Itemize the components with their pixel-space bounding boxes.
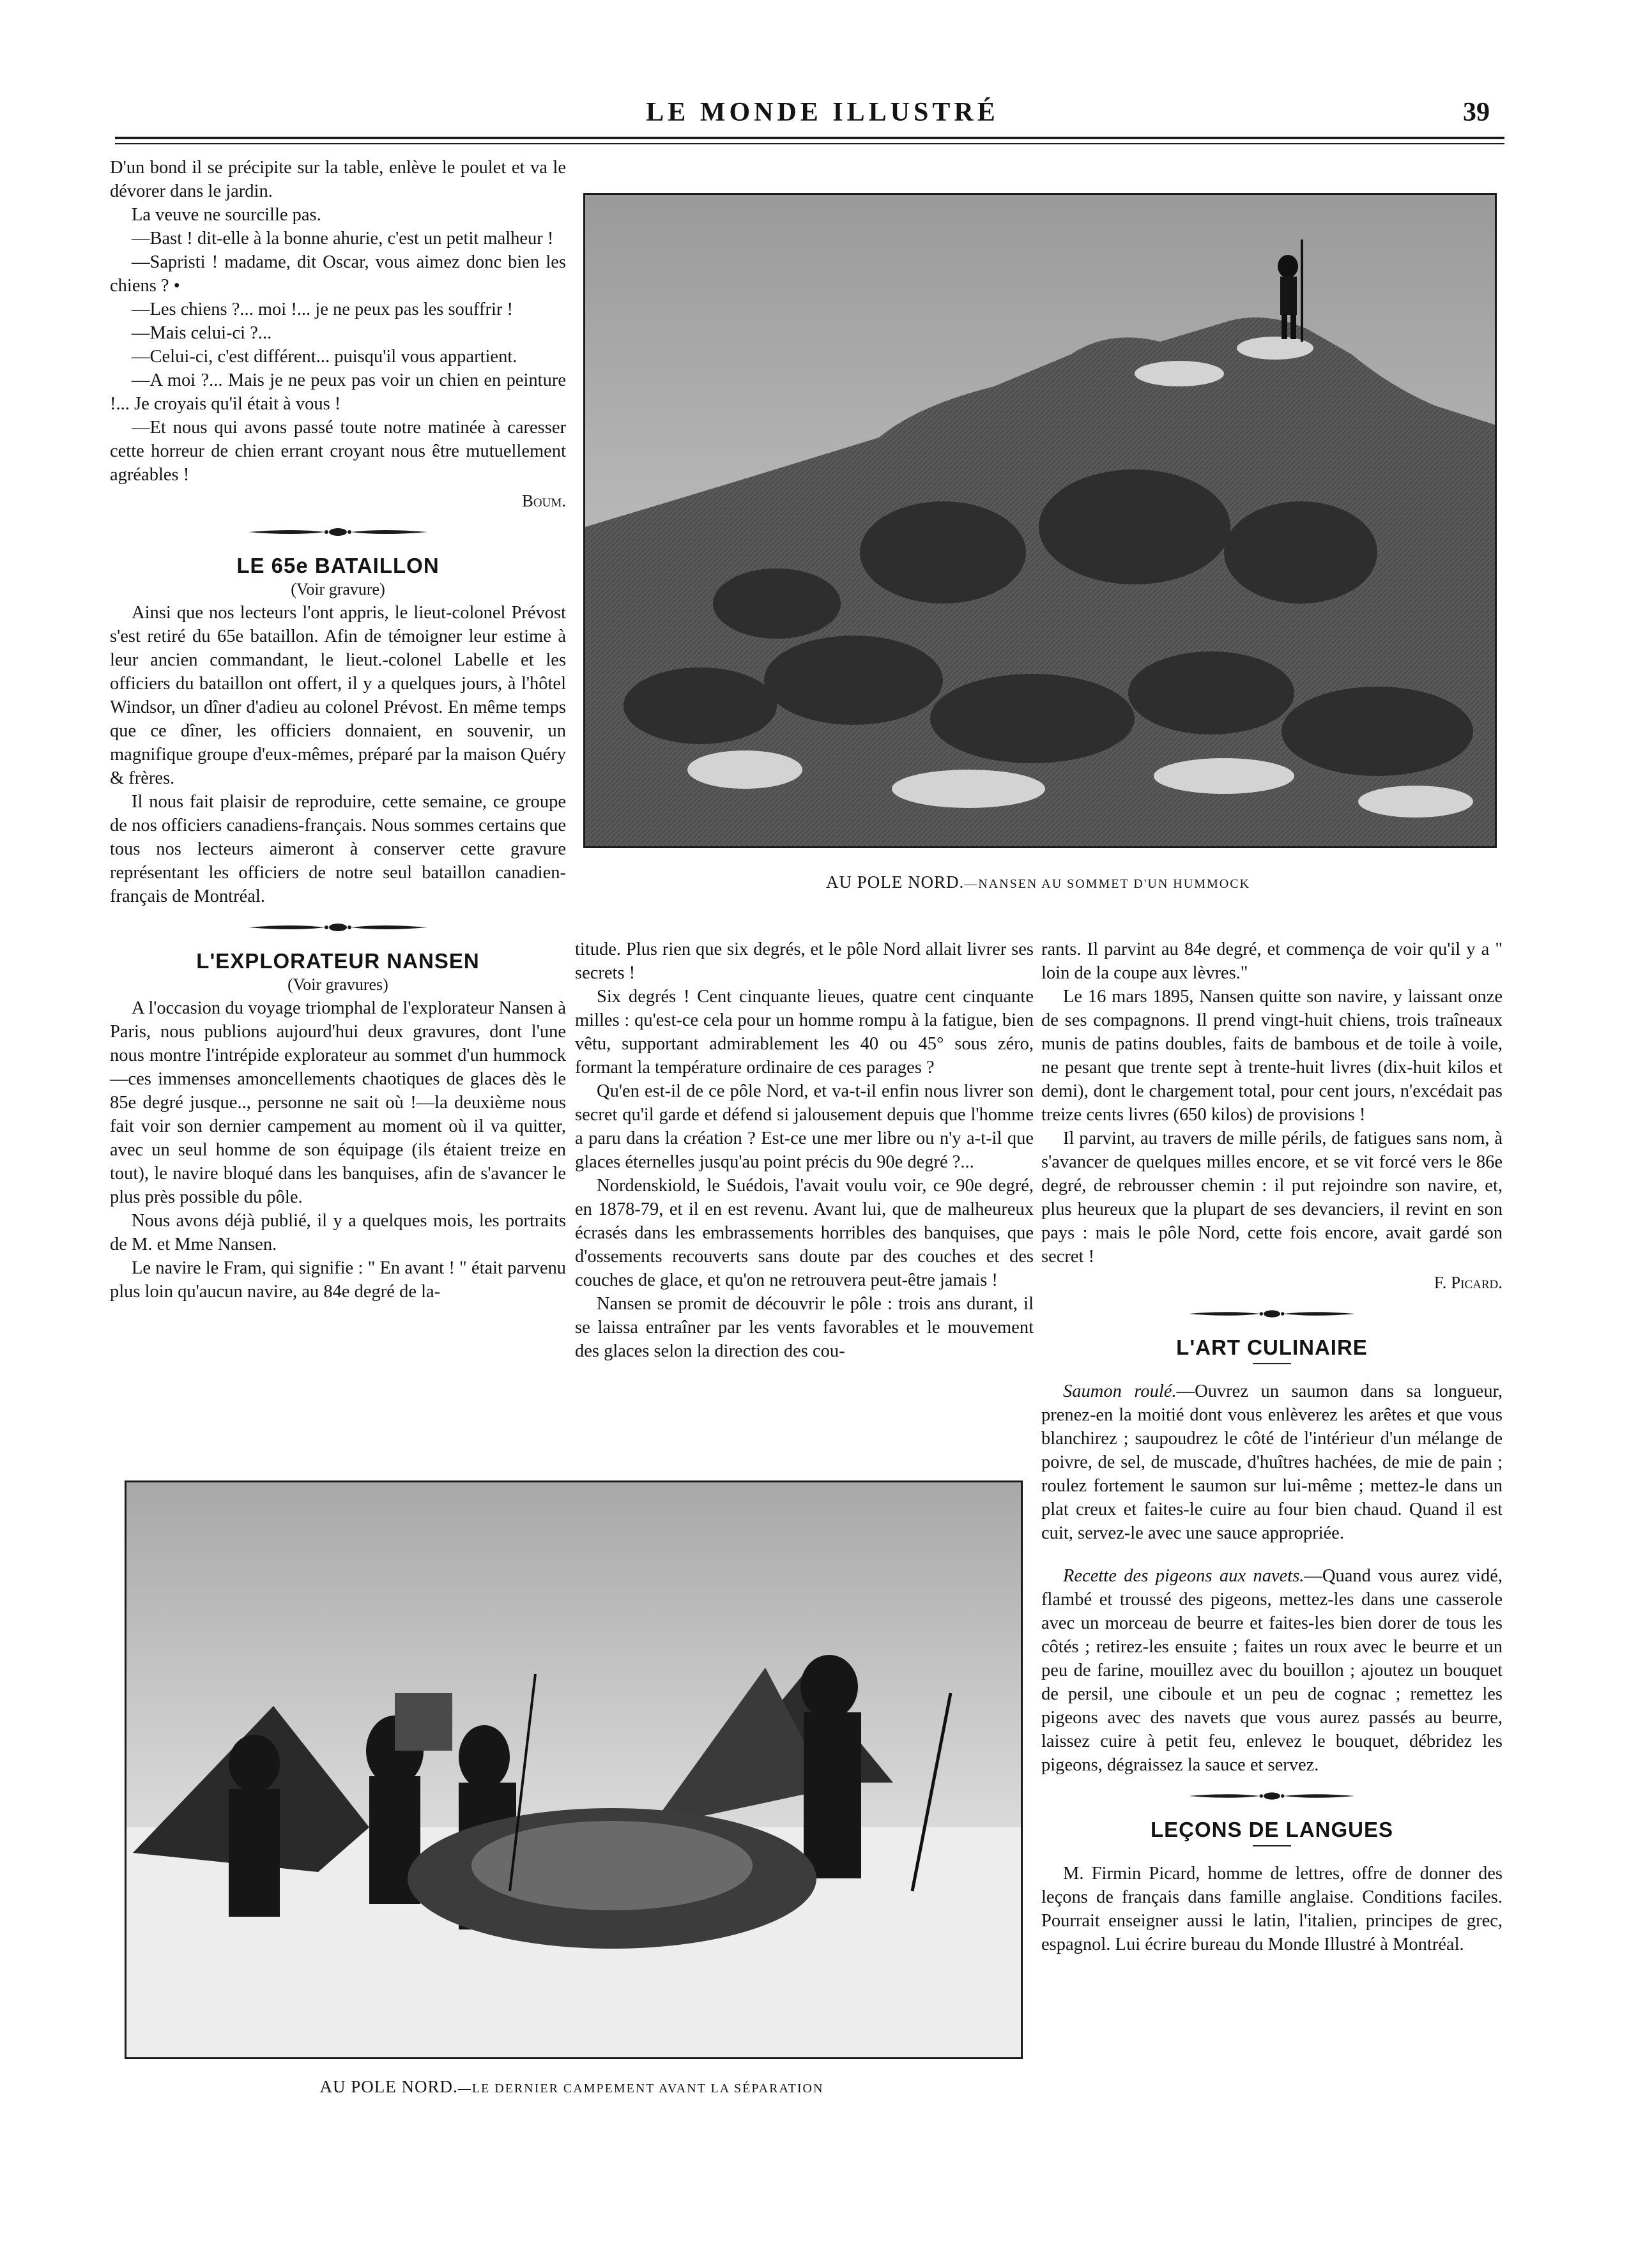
paragraph: —Les chiens ?... moi !... je ne peux pas les souffrir ! [132, 300, 514, 319]
title-rule [1253, 1363, 1291, 1364]
signature: F. Picard. [1434, 1273, 1503, 1292]
section-ornament [1189, 1791, 1355, 1801]
section-ornament [249, 527, 427, 537]
paragraph: Nous avons déjà publié, il y a quelques mois, les portraits de M. et Mme Nansen. [110, 1211, 566, 1254]
recipe-name: Saumon roulé. [1063, 1381, 1177, 1401]
header-rule-thin [115, 143, 1504, 144]
paragraph: —Celui-ci, c'est différent... puisqu'il vous appartient. [132, 347, 517, 367]
paragraph: —A moi ?... Mais je ne peux pas voir un chien en peinture !... Je croyais qu'il était à vous ! [110, 370, 566, 414]
article-langues [1041, 1818, 1503, 1956]
caption-camp [125, 2077, 1019, 2097]
caption-hummock [583, 872, 1493, 892]
paragraph: —Bast ! dit-elle à la bonne ahurie, c'est un petit malheur ! [132, 229, 554, 248]
paragraph: Il parvint, au travers de mille périls, de fatigues sans nom, à s'avancer de quelques milles encore, et se vit forcé vers le 86e degré, de rebrousser chemin : il put rejoindre son navire, et, plus heureux que la plupart de ses devanciers, il revint en son pays : mais le pôle Nord, cette fois encore, avait gardé son secret ! [1041, 1129, 1503, 1267]
recipe [1041, 1564, 1503, 1777]
section-ornament [249, 922, 427, 932]
hummock-engraving [585, 195, 1495, 846]
section-title: LEÇONS DE LANGUES [1150, 1818, 1394, 1841]
section-ornament [1189, 1309, 1355, 1319]
paragraph: Qu'en est-il de ce pôle Nord, et va-t-il enfin nous livrer son secret qu'il garde et défend si jalousement depuis que l'homme a paru dans la création ? Est-ce une mer libre ou n'y a-t-il que glaces éternelles jusqu'au point précis du 90e degré ?... [575, 1081, 1034, 1172]
paragraph: A l'occasion du voyage triomphal de l'explorateur Nansen à Paris, nous publions aujourd'hui deux gravures, dont l'une nous montre l'intrépide explorateur au sommet d'un hummock—ces immenses amoncellements chaotiques de glaces dès le 85e degré jusque.., personne ne sait où !—la deuxième nous fait voir son dernier campement au moment où il va quitter, avec un seul homme de son équipage (ils étaient treize en tout), le navire bloqué dans les banquises, afin de s'avancer le plus près possible du pôle. [110, 998, 566, 1207]
caption-main: AU POLE NORD. [319, 2077, 458, 2096]
paragraph: —Mais celui-ci ?... [132, 323, 272, 343]
paragraph: Six degrés ! Cent cinquante lieues, quatre cent cinquante milles : qu'est-ce cela pour un homme rompu à la fatigue, bien vêtu, supportant admirablement les 40 ou 45° sous zéro, formant la température ordinaire de ces parages ? [575, 987, 1034, 1077]
article-bataillon [110, 554, 566, 908]
section-title: LE 65e BATAILLON [236, 554, 440, 577]
caption-sub: —LE DERNIER CAMPEMENT AVANT LA SÉPARATION [457, 2082, 824, 2096]
photo-nansen-hummock [583, 193, 1497, 848]
section-title: L'ART CULINAIRE [1176, 1336, 1368, 1359]
recipe [1041, 1380, 1503, 1545]
recipe-name: Recette des pigeons aux navets. [1063, 1566, 1305, 1586]
paragraph: Nordenskiold, le Suédois, l'avait voulu voir, ce 90e degré, en 1878-79, et il en est revenu. Avant lui, que de malheureux écrasés dans les embrassements horribles des banquises, que d'ossements recouverts sans doute par des couches et des couches de glace, et qu'on ne retrouvera peut-être jamais ! [575, 1176, 1034, 1290]
header-rule [115, 137, 1504, 139]
title-rule [1253, 1845, 1291, 1846]
recipe-text: —Ouvrez un saumon dans sa longueur, prenez-en la moitié dont vous enlèverez les arêtes et que vous blanchirez ; saupoudrez le côté de l'intérieur d'un mélange de poivre, de sel, de muscade, d'huîtres hachées, de mie de pain ; roulez fortement le saumon sur lui-même ; mettez-le dans un plat creux et faites-le cuire au four bien chaud. Quand il est cuit, servez-le avec une sauce appropriée. [1041, 1381, 1503, 1543]
photo-last-camp [125, 1480, 1023, 2059]
paragraph: rants. Il parvint au 84e degré, et commença de voir qu'il y a " loin de la coupe aux lèvres." [1041, 940, 1503, 983]
section-subtitle: (Voir gravure) [291, 580, 385, 598]
column-right [1041, 938, 1503, 1956]
paragraph: La veuve ne sourcille pas. [132, 205, 321, 225]
article-art-culinaire [1041, 1336, 1503, 1777]
paragraph: Il nous fait plaisir de reproduire, cette semaine, ce groupe de nos officiers canadiens-français. Nous sommes certains que tous nos lecteurs aimeront à conserver cette gravure représentant les officiers de notre seul bataillon canadien-français de Montréal. [110, 792, 566, 906]
paragraph: —Sapristi ! madame, dit Oscar, vous aimez donc bien les chiens ? • [110, 252, 566, 296]
page-number: 39 [1463, 98, 1490, 127]
signature: Boum. [521, 491, 566, 510]
paragraph: Le navire le Fram, qui signifie : " En avant ! " était parvenu plus loin qu'aucun navire, au 84e degré de la- [110, 1258, 566, 1302]
caption-sub: —NANSEN AU SOMMET D'UN HUMMOCK [964, 877, 1250, 891]
column-left [110, 156, 566, 1304]
caption-main: AU POLE NORD. [826, 872, 965, 892]
camp-photograph [126, 1482, 1021, 2057]
paragraph: —Et nous qui avons passé toute notre matinée à caresser cette horreur de chien errant croyant nous être mutuellement agréables ! [110, 418, 566, 485]
column-middle [575, 938, 1034, 1363]
paragraph: Ainsi que nos lecteurs l'ont appris, le lieut-colonel Prévost s'est retiré du 65e bataillon. Afin de témoigner leur estime à leur ancien commandant, le lieut.-colonel Labelle et les officiers du bataillon ont offert, il y a quelques jours, à l'hôtel Windsor, un dîner d'adieu au colonel Prévost. En même temps que ce dîner, les officiers donnaient, en souvenir, un magnifique groupe d'eux-mêmes, préparé par la maison Quéry & frères. [110, 603, 566, 788]
paragraph: D'un bond il se précipite sur la table, enlève le poulet et va le dévorer dans le jardin. [110, 158, 566, 201]
paragraph: Nansen se promit de découvrir le pôle : trois ans durant, il se laissa entraîner par les vents favorables et le mouvement des glaces selon la direction des cou- [575, 1294, 1034, 1361]
section-title: L'EXPLORATEUR NANSEN [196, 949, 480, 973]
recipe-text: —Quand vous aurez vidé, flambé et troussé des pigeons, mettez-les dans une casserole avec un morceau de beurre et faites-les bien dorer de tous les côtés ; retirez-les ensuite ; faites un roux avec le beurre et un peu de farine, mouillez avec du bouillon ; ajoutez un bouquet de persil, une ciboule et un peu de cognac ; remettez les pigeons avec des navets que vous aurez passés au beurre, laissez cuire à petit feu, enlevez le bouquet, débridez les pigeons, dégraissez la sauce et servez. [1041, 1566, 1503, 1775]
article-nansen [110, 949, 566, 1304]
paragraph: titude. Plus rien que six degrés, et le pôle Nord allait livrer ses secrets ! [575, 940, 1034, 983]
paragraph: Le 16 mars 1895, Nansen quitte son navire, y laissant onze de ses compagnons. Il prend vingt-huit chiens, trois traîneaux munis de patins doubles, faits de bambous et de toile à voile, ne pesant que trente sept à trente-huit livres (dix-huit kilos et demi), dont le chargement total, pour cent jours, n'excédait pas treize cents livres (650 kilos) de provisions ! [1041, 987, 1503, 1125]
section-subtitle: (Voir gravures) [287, 975, 388, 994]
newspaper-title: LE MONDE ILLUSTRÉ [646, 98, 999, 127]
paragraph: M. Firmin Picard, homme de lettres, offre de donner des leçons de français dans famille anglaise. Conditions faciles. Pourrait enseigner aussi le latin, l'italien, principes de grec, espagnol. Lui écrire bureau du Monde Illustré à Montréal. [1041, 1864, 1503, 1954]
story-end [110, 156, 566, 513]
